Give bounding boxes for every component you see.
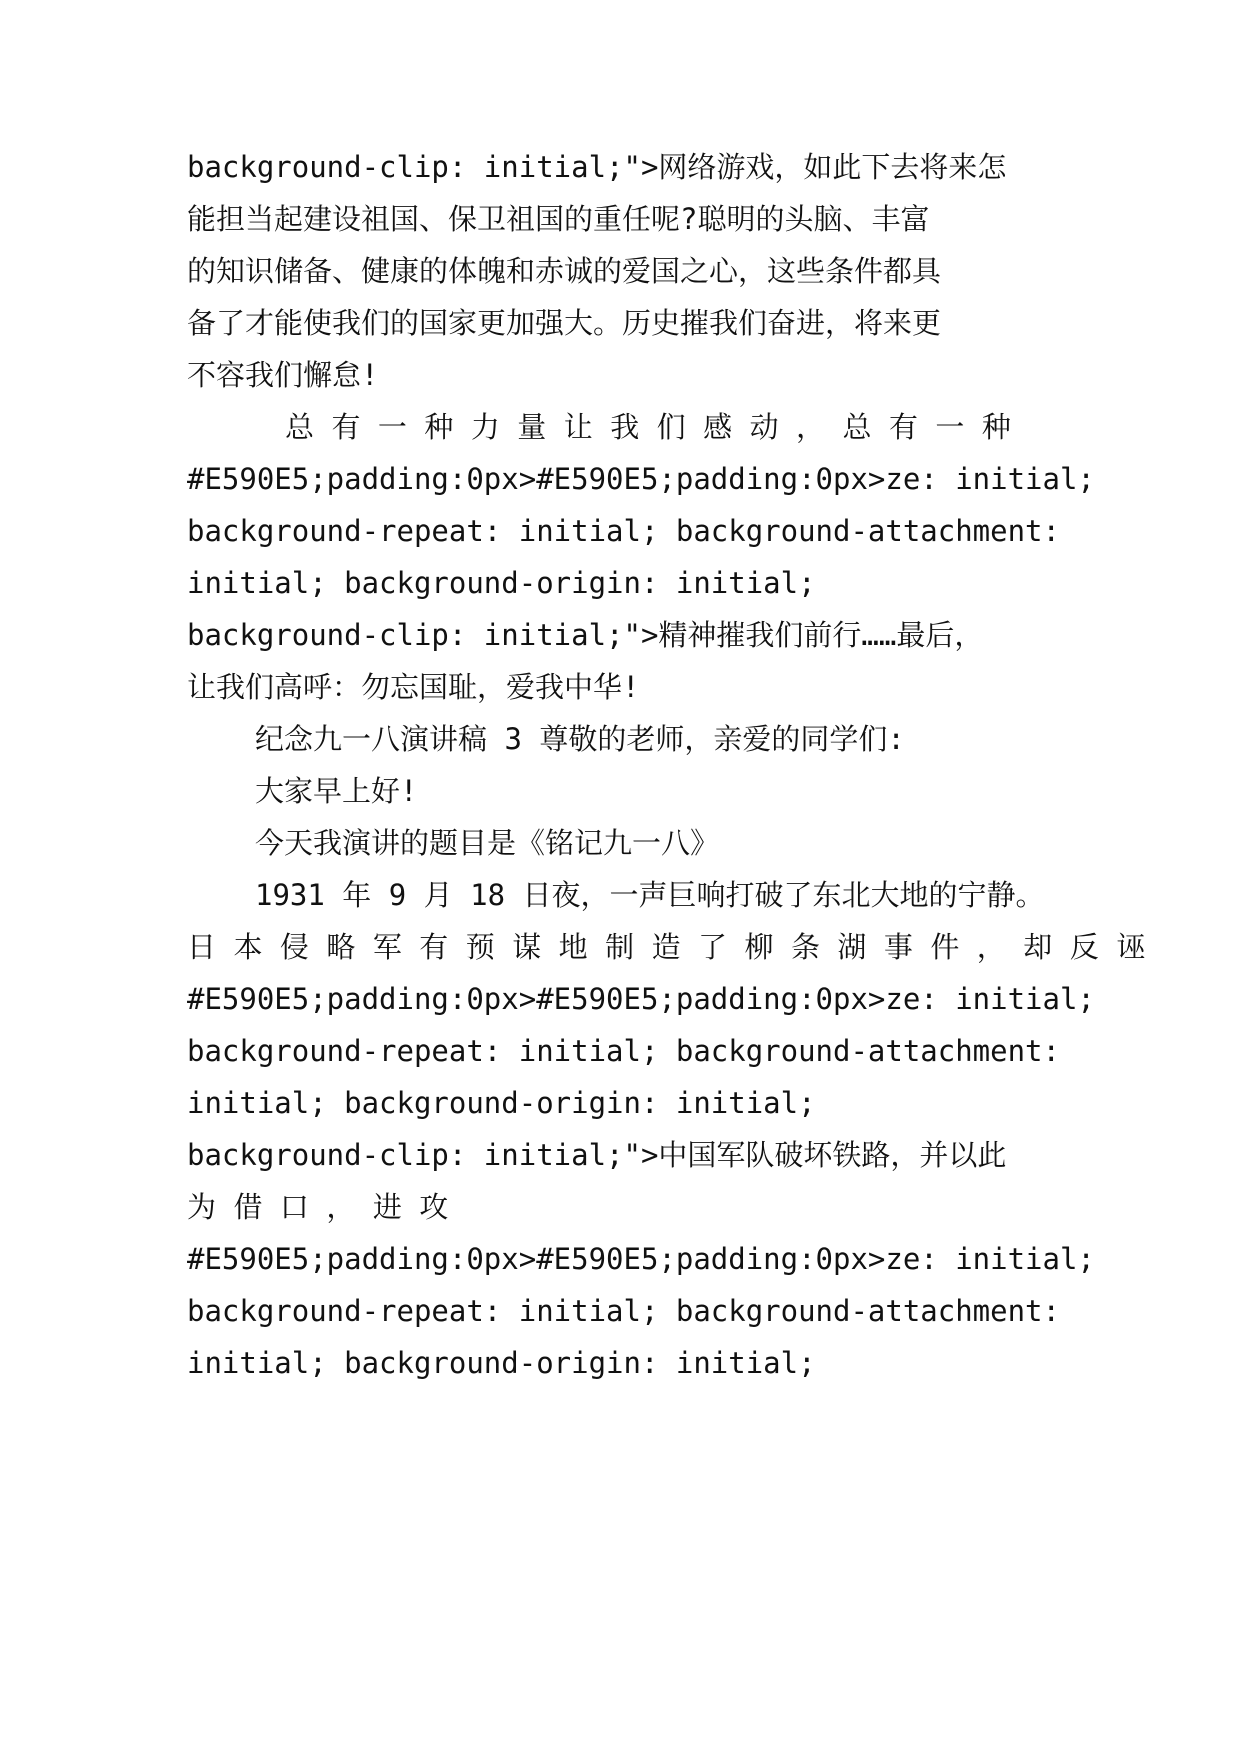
text-line: background-clip: initial;">精神摧我们前行……最后， xyxy=(187,618,984,652)
text-line: background-repeat: initial; background-attachment: xyxy=(187,514,1060,548)
text-line: initial; background-origin: initial; xyxy=(187,566,816,600)
text-line: #E590E5;padding:0px>#E590E5;padding:0px>ze: initial; xyxy=(187,982,1095,1016)
text-line: 备了才能使我们的国家更加强大。历史摧我们奋进，将来更 xyxy=(187,306,942,340)
text-line: initial; background-origin: initial; xyxy=(187,1346,816,1380)
text-line: 不容我们懈怠! xyxy=(187,358,379,392)
text-line: 1931 年 9 月 18 日夜，一声巨响打破了东北大地的宁静。 xyxy=(255,878,1045,912)
text-line: background-repeat: initial; background-attachment: xyxy=(187,1294,1060,1328)
text-line: #E590E5;padding:0px>#E590E5;padding:0px>ze: initial; xyxy=(187,1242,1095,1276)
text-line: 大家早上好! xyxy=(255,774,418,808)
text-line: background-repeat: initial; background-attachment: xyxy=(187,1034,1060,1068)
text-line: 日 本 侵 略 军 有 预 谋 地 制 造 了 柳 条 湖 事 件 ， 却 反 诬 xyxy=(187,930,1146,964)
text-line: 今天我演讲的题目是《铭记九一八》 xyxy=(255,826,720,860)
text-line: background-clip: initial;">网络游戏，如此下去将来怎 xyxy=(187,150,1007,184)
text-line: 让我们高呼：勿忘国耻，爱我中华! xyxy=(187,670,640,704)
text-line: #E590E5;padding:0px>#E590E5;padding:0px>ze: initial; xyxy=(187,462,1095,496)
text-line: 为 借 口 ， 进 攻 xyxy=(187,1190,449,1224)
text-line: 的知识储备、健康的体魄和赤诚的爱国之心，这些条件都具 xyxy=(187,254,942,288)
text-line: 总 有 一 种 力 量 让 我 们 感 动 ， 总 有 一 种 xyxy=(285,410,1011,444)
text-line: 能担当起建设祖国、保卫祖国的重任呢?聪明的头脑、丰富 xyxy=(187,202,930,236)
text-line: 纪念九一八演讲稿 3 尊敬的老师，亲爱的同学们: xyxy=(255,722,905,756)
text-line: background-clip: initial;">中国军队破坏铁路，并以此 xyxy=(187,1138,1007,1172)
text-line: initial; background-origin: initial; xyxy=(187,1086,816,1120)
